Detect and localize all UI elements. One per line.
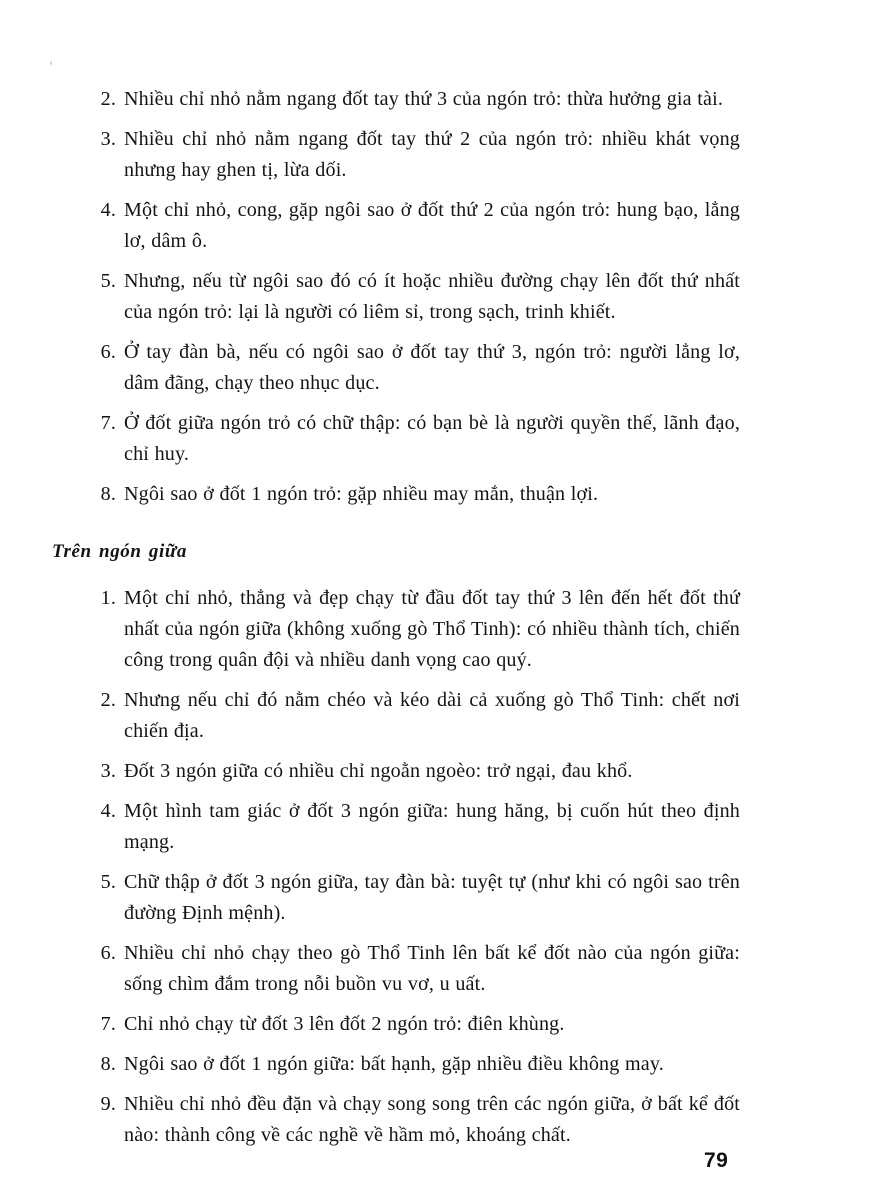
list-item-text: Ở tay đàn bà, nếu có ngôi sao ở đốt tay thứ 3, ngón trỏ: người lẳng lơ, dâm đãng, chạy theo nhục dục. <box>124 341 740 394</box>
list-item <box>96 867 740 929</box>
list-item <box>96 1009 740 1040</box>
spacer <box>96 567 740 583</box>
section-heading-ngon-giua: Trên ngón giữa <box>52 541 187 562</box>
list-item-text: Nhưng, nếu từ ngôi sao đó có ít hoặc nhiều đường chạy lên đốt thứ nhất của ngón trỏ: lại là người có liêm sỉ, trong sạch, trinh khiết. <box>124 270 740 323</box>
list-item-marker: 5. <box>100 871 116 893</box>
list-item-marker: 2. <box>100 689 116 711</box>
list-item-marker: 6. <box>100 942 116 964</box>
list-item-text: Một chỉ nhỏ, cong, gặp ngôi sao ở đốt thứ 2 của ngón trỏ: hung bạo, lẳng lơ, dâm ô. <box>124 199 740 252</box>
list-item-marker: 3. <box>100 128 116 150</box>
list-item-marker: 5. <box>100 270 116 292</box>
list-item <box>96 124 740 186</box>
list-item <box>96 195 740 257</box>
list-item <box>96 685 740 747</box>
list-item-marker: 7. <box>100 412 116 434</box>
list-item-text: Ngôi sao ở đốt 1 ngón giữa: bất hạnh, gặp nhiều điều không may. <box>124 1053 664 1075</box>
list-item-marker: 4. <box>100 199 116 221</box>
list-item-marker: 1. <box>100 587 116 609</box>
list-item <box>96 1049 740 1080</box>
list-item-text: Nhiều chỉ nhỏ nằm ngang đốt tay thứ 2 của ngón trỏ: nhiều khát vọng nhưng hay ghen tị, lừa dối. <box>124 128 740 181</box>
list-item-text: Một hình tam giác ở đốt 3 ngón giữa: hung hăng, bị cuốn hút theo định mạng. <box>124 800 740 853</box>
list-item-marker: 6. <box>100 341 116 363</box>
list-item <box>96 583 740 676</box>
list-item-text: Đốt 3 ngón giữa có nhiều chỉ ngoằn ngoèo: trở ngại, đau khổ. <box>124 760 633 782</box>
page-number: 79 <box>704 1149 729 1172</box>
list-item <box>96 84 740 115</box>
list-item <box>96 337 740 399</box>
list-item-marker: 8. <box>100 483 116 505</box>
list-item-text: Ngôi sao ở đốt 1 ngón trỏ: gặp nhiều may mắn, thuận lợi. <box>124 483 599 505</box>
spacer <box>96 510 740 536</box>
list-item-marker: 7. <box>100 1013 116 1035</box>
list-item-text: Nhưng nếu chỉ đó nằm chéo và kéo dài cả xuống gò Thổ Tinh: chết nơi chiến địa. <box>124 689 740 742</box>
list-item-marker: 9. <box>100 1093 116 1115</box>
list-item-text: Nhiều chỉ nhỏ chạy theo gò Thổ Tinh lên bất kể đốt nào của ngón giữa: sống chìm đắm trong nỗi buồn vu vơ, u uất. <box>124 942 740 995</box>
list-item-marker: 2. <box>100 88 116 110</box>
numbered-list-ngon-giua <box>96 583 740 1151</box>
list-item <box>96 479 740 510</box>
list-item <box>96 1089 740 1151</box>
list-item <box>96 938 740 1000</box>
list-item <box>96 408 740 470</box>
list-item-marker: 3. <box>100 760 116 782</box>
list-item-text: Nhiều chỉ nhỏ nằm ngang đốt tay thứ 3 của ngón trỏ: thừa hưởng gia tài. <box>124 88 724 110</box>
page-content <box>52 84 740 1151</box>
numbered-list-ngon-tro <box>96 84 740 510</box>
list-item-text: Một chỉ nhỏ, thẳng và đẹp chạy từ đầu đốt tay thứ 3 lên đến hết đốt thứ nhất của ngón giữa (không xuống gò Thổ Tinh): có nhiều thành tích, chiến công trong quân đội và nhiều danh vọng cao quý. <box>124 587 740 671</box>
list-item <box>96 266 740 328</box>
list-item-marker: 4. <box>100 800 116 822</box>
list-item-text: Chỉ nhỏ chạy từ đốt 3 lên đốt 2 ngón trỏ: điên khùng. <box>124 1013 565 1035</box>
list-item-text: Ở đốt giữa ngón trỏ có chữ thập: có bạn bè là người quyền thế, lãnh đạo, chỉ huy. <box>124 412 740 465</box>
list-item <box>96 796 740 858</box>
list-item-text: Chữ thập ở đốt 3 ngón giữa, tay đàn bà: tuyệt tự (như khi có ngôi sao trên đường Định mệnh). <box>124 871 740 924</box>
list-item-text: Nhiều chỉ nhỏ đều đặn và chạy song song trên các ngón giữa, ở bất kể đốt nào: thành công về các nghề về hầm mỏ, khoáng chất. <box>124 1093 740 1146</box>
list-item-marker: 8. <box>100 1053 116 1075</box>
list-item <box>96 756 740 787</box>
scan-artifact-speck <box>50 61 52 65</box>
